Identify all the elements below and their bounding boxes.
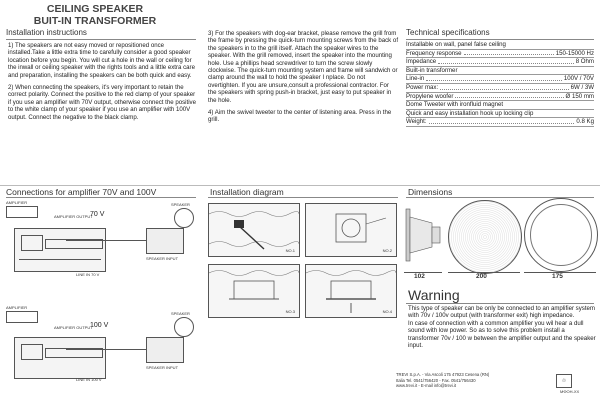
front-grill-view [448, 200, 522, 274]
divider [208, 197, 398, 198]
spec-label: Quick and easy installation hook up locking clip [406, 109, 534, 117]
section-divider [0, 185, 600, 186]
divider [406, 39, 594, 40]
spec-row [406, 75, 594, 84]
spec-value: 8 Ohm [575, 58, 594, 66]
divider [406, 303, 594, 304]
dimension-diameter: 200 [476, 273, 487, 280]
document-title [0, 3, 190, 27]
title-line-1: CEILING SPEAKER [46, 3, 144, 15]
wire [66, 349, 146, 350]
spec-value: 0.8 Kg [576, 118, 594, 126]
wire [66, 240, 146, 241]
footer-company: TREVI S.p.A. - Via Ascoli 175 47923 Cesena (RN) [396, 372, 490, 377]
footer-code: ΜΦΟΗ-ΧΧ [560, 389, 580, 394]
dimension-depth: 102 [414, 273, 425, 280]
amplifier-icon [6, 311, 38, 323]
spec-label: Impedance [406, 58, 437, 66]
connection-diagram-100v: AMPLIFIER AMPLIFIER OUTPUT 100 V SPEAKER SPEAKER INPUT LINE IN 100 V [6, 305, 196, 385]
spec-label: Line-in [406, 75, 425, 83]
installation-heading: Installation instructions [6, 28, 87, 37]
warning-heading: Warning [408, 287, 460, 303]
dimension-cutout: 175 [552, 273, 563, 280]
spec-value: Ø 150 mm [565, 92, 594, 100]
diagram-step-4: NO.4 [305, 264, 397, 318]
step-4: 4) Aim the swivel tweeter to the center of listening area. Press in the grill. [208, 109, 392, 124]
step-3: 3) For the speakers with dog-ear bracket, please remove the grill from the frame by pressing the quick-turn mounting screws from the back of the speakers in to the grill itself. Attach the speaker wires to the speaker. With the grill removed, insert the speaker into the mounting hole. Use a phillips head screwdriver to turn the screw slowly clockwise. The quick-turn mounting system and frame will sandwich or clamp around the wall to hold the speaker I nplace. Do not overtighten. If you are unsure,consult a professional contractor. For the speakers with spring push-in bracket, just easy to put speaker in the hole. [208, 30, 399, 104]
speaker-terminal-block [146, 228, 184, 254]
ring-view [524, 198, 598, 272]
spec-label: Propylene woofer [406, 92, 454, 100]
warning-text-1: This type of speaker can be only be connected to an amplifier system with 70v / 100v output (with transformer exit) high impedance. [408, 305, 595, 320]
amplifier-back-panel [14, 337, 106, 379]
amplifier-icon [6, 206, 38, 218]
spec-row [406, 58, 594, 67]
diagram-step-2: NO.2 [305, 203, 397, 257]
divider [6, 197, 196, 198]
warning-text-2: In case of connection with a common amplifier you wil hear a dull sound with low power. So as to solve this problem install a transformer 70v / 100 w between the amplifier output and the speaker input. [408, 319, 596, 350]
diagram-step-1: NO.1 [208, 203, 300, 257]
footer-web: www.trevi.it - E-mail info@trevi.it [396, 383, 457, 389]
spec-row [406, 84, 594, 93]
spec-value: 6W / 3W [570, 83, 594, 91]
divider [6, 39, 196, 40]
specs-heading: Technical specifications [406, 28, 490, 37]
connection-diagram-70v: AMPLIFIER AMPLIFIER OUTPUT 70 V SPEAKER SPEAKER INPUT LINE IN 70 V [6, 200, 196, 295]
side-view [404, 205, 442, 265]
spec-row [406, 101, 594, 110]
spec-intro: Installable on wall, panel false ceiling [406, 41, 594, 50]
spec-row [406, 110, 594, 119]
spec-value: 150-15000 Hz [555, 49, 594, 57]
spec-label: Built-in transformer [406, 66, 458, 74]
spec-row [406, 118, 594, 127]
spec-label: Power max: [406, 83, 439, 91]
diagram-step-3: NO.3 [208, 264, 300, 318]
spec-label: Weight: [406, 118, 427, 126]
step-1: 1) The speakers are not easy moved or repositioned once installed.Take a little extra time to carefully consider a good speaker location before you begin. You will cut a hole in the wall or ceiling for the inwall or ceiling speaker with the rights tools and a little extra care and preparation, installing the speakers can be both quick and easy. [8, 42, 195, 79]
speaker-icon [174, 208, 194, 228]
spec-row [406, 50, 594, 59]
specs-table [406, 41, 594, 127]
dimensions-heading: Dimensions [408, 187, 453, 197]
installation-steps-right [208, 30, 398, 129]
title-line-2: BUIT-IN TRANSFORMER [33, 15, 157, 27]
spec-label: Dome Tweeter with ironfluid magnet [406, 101, 504, 109]
spec-row [406, 67, 594, 76]
step-2: 2) When connecting the speakers, it's very important to retain the correct polarity. Connect the positive to the red clamp of your speaker if you use an amplifier with 70V output, otherwise connect the positive to the white clamp of your speaker if you use an amplifier with 100V output. Connect the negative to the black clamp. [8, 84, 196, 121]
spec-value: 100V / 70V [563, 75, 594, 83]
recycle-icon: ♲ [556, 374, 572, 388]
spec-label: Frequency response [406, 49, 462, 57]
connections-heading: Connections for amplifier 70V and 100V [6, 187, 157, 197]
speaker-terminal-block [146, 337, 184, 363]
installation-steps-left [8, 42, 198, 126]
footer-phone: Italia Tel. 0541/756420 - Fax. 0541/756430 [396, 377, 476, 383]
speaker-icon [174, 317, 194, 337]
spec-row [406, 93, 594, 102]
warning-text [408, 305, 596, 349]
diagram-heading: Installation diagram [210, 187, 284, 197]
amplifier-back-panel [14, 228, 106, 272]
